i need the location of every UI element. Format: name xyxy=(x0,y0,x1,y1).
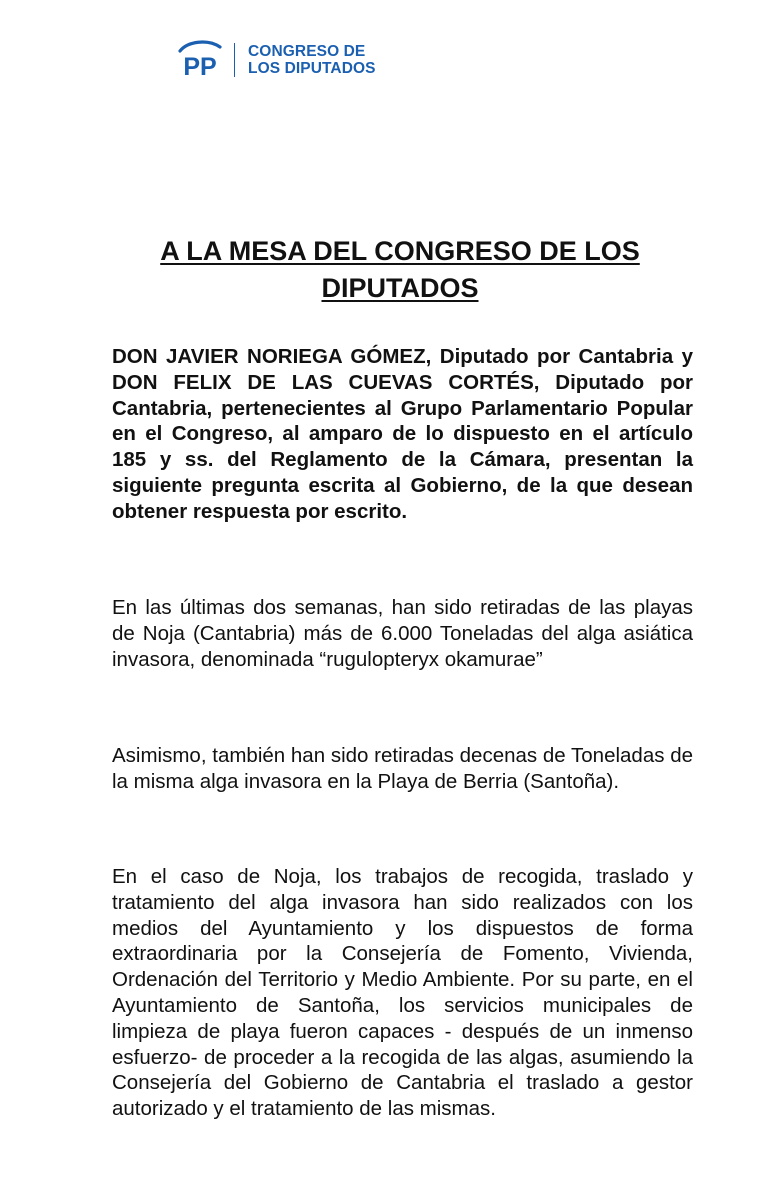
body-paragraph-2: Asimismo, también han sido retiradas decenas de Toneladas de la misma alga invasora en la Playa de Berria (Santoña). xyxy=(112,744,693,793)
body-paragraph-3: En el caso de Noja, los trabajos de recogida, traslado y tratamiento del alga invasora han sido realizados con los medios del Ayuntamiento y los dispuestos de forma extraordinaria por la Consejería de Fomento, Vivienda, Ordenación del Territorio y Medio Ambiente. Por su parte, en el Ayuntamiento de Santoña, los servicios municipales de limpieza de playa fueron capaces - después de un inmenso esfuerzo- de proceder a la recogida de las algas, asumiendo la Consejería del Gobierno de Cantabria el traslado a gestor autorizado y el tratamiento de las mismas. xyxy=(112,865,693,1121)
institution-name-line2: LOS DIPUTADOS xyxy=(248,60,376,77)
institution-name xyxy=(248,43,376,77)
logo-divider xyxy=(234,43,235,77)
document-title: A LA MESA DEL CONGRESO DE LOS DIPUTADOS xyxy=(160,236,640,303)
institution-name-line1: CONGRESO DE xyxy=(248,43,366,60)
body-paragraph-1: En las últimas dos semanas, han sido retiradas de las playas de Noja (Cantabria) más de 6.000 Toneladas del alga asiática invasora, denominada “rugulopteryx okamurae” xyxy=(112,596,693,671)
pp-logo-icon xyxy=(176,40,224,80)
pp-logo-letters: PP xyxy=(183,53,217,80)
intro-paragraph: DON JAVIER NORIEGA GÓMEZ, Diputado por Cantabria y DON FELIX DE LAS CUEVAS CORTÉS, Diputado por Cantabria, pertenecientes al Grupo Parlamentario Popular en el Congreso, al amparo de lo dispuesto en el artículo 185 y ss. del Reglamento de la Cámara, presentan la siguiente pregunta escrita al Gobierno, de la que desean obtener respuesta por escrito. xyxy=(112,345,693,523)
document-header xyxy=(176,40,376,80)
